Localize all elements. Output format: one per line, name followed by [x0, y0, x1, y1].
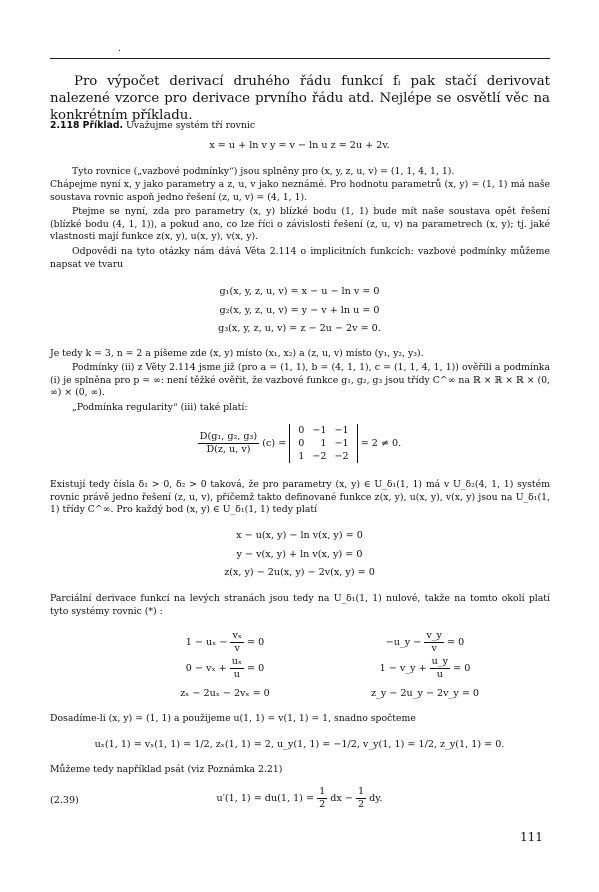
- paragraph-1: Tyto rovnice („vazbové podmínky“) jsou splněny pro (x, y, z, u, v) = (1, 1, 4, 1, 1).: [72, 166, 455, 177]
- equation-g1: g₁(x, y, z, u, v) = x − u − ln v = 0: [219, 286, 380, 297]
- intro-paragraph: Pro výpočet derivací druhého řádu funkcí fᵢ pak stačí derivovat nalezené vzorce pro derivace prvního řádu atd. Nejlépe se osvětlí věc na konkrétním příkladu.: [50, 74, 550, 123]
- identity-3: z(x, y) − 2u(x, y) − 2v(x, y) = 0: [224, 567, 375, 578]
- jacobian-result: = 2 ≠ 0.: [360, 438, 402, 449]
- right-system-row-3: z_y − 2u_y − 2v_y = 0: [370, 688, 480, 699]
- right-system-row-2: 1 − v_y + $\frac{u\_y}{u}$ = 0: [379, 656, 471, 680]
- example-lead: Uvažujme systém tří rovnic: [126, 120, 256, 131]
- derivative-values: uₓ(1, 1) = vₓ(1, 1) = 1/2, zₓ(1, 1) = 2, u_y(1, 1) = −1/2, v_y(1, 1) = 1/2, z_y(1, 1) = 0.: [94, 739, 505, 750]
- paragraph-6: Podmínky (ii) z Věty 2.114 jsme již (pro a = (1, 1), b = (4, 1, 1), c = (1, 1, 4, 1, 1)) ověřili a podmínka (i) je splněna pro p = ∞: není těžké ověřit, že vazbové funkce g₁, g₂, g₃ jsou třídy C^∞ na ℝ × ℝ × ℝ × (0, ∞) × (0, ∞).: [50, 362, 550, 399]
- paragraph-3: Ptejme se nyní, zda pro parametry (x, y) blízké bodu (1, 1) bude mít naše soustava opět řešení (blízké bodu (4, 1, 1)), a pokud ano, co lze říci o závislosti řešení (z, u, v) na parametrech (x, y); tj. jaké vlastnosti mají funkce z(x, y), u(x, y), v(x, y).: [50, 206, 550, 243]
- identity-1: x − u(x, y) − ln v(x, y) = 0: [236, 530, 363, 541]
- page-number: 111: [520, 830, 543, 844]
- paragraph-5: Je tedy k = 3, n = 2 a píšeme zde (x, y) místo (x₁, x₂) a (z, u, v) místo (y₁, y₂, y₃).: [50, 348, 424, 359]
- left-system-row-3: zₓ − 2uₓ − 2vₓ = 0: [180, 688, 270, 699]
- identity-2: y − v(x, y) + ln v(x, y) = 0: [236, 549, 363, 560]
- matrix-cell: 1: [298, 451, 305, 462]
- paragraph-8: Existují tedy čísla δ₁ > 0, δ₂ > 0 taková, že pro parametry (x, y) ∈ U_δ₁(1, 1) má v U_δ₂(4, 1, 1) systém rovnic právě jedno řešení (z, u, v), přičemž takto definované funkce z(x, y), u(x, y), v(x, y) jsou na U_δ₁(1, 1) třídy C^∞. Pro každý bod (x, y) ∈ U_δ₁(1, 1) tedy platí: [50, 479, 550, 516]
- matrix-cell: −1: [334, 425, 349, 436]
- jacobian-equation: [0, 424, 599, 463]
- matrix-cell: −2: [334, 451, 349, 462]
- header-mark: .: [118, 44, 121, 54]
- differential-equation: u′(1, 1) = du(1, 1) = $\frac{1}{2}$ dx − $\frac{1}{2}$ dy.: [216, 786, 383, 810]
- jacobian-at: (c) =: [262, 438, 287, 449]
- right-system-row-1: −u_y − $\frac{v\_y}{v}$ = 0: [385, 630, 465, 654]
- jacobian-fraction: $\frac{\text{D(g₁, g₂, g₃)}}{D(z, u, v)}$: [199, 431, 258, 455]
- matrix-cell: −1: [312, 425, 327, 436]
- left-system-row-1: 1 − uₓ − $\frac{\text{vₓ}}{v}$ = 0: [185, 630, 265, 654]
- left-system-row-2: 0 − vₓ + $\frac{\text{uₓ}}{u}$ = 0: [185, 656, 265, 680]
- paragraph-2: Chápejme nyní x, y jako parametry a z, u, v jako neznámé. Pro hodnotu parametrů (x, y) = (1, 1) má naše soustava rovnic aspoň jedno řešení (z, u, v) = (4, 1, 1).: [50, 179, 550, 203]
- equation-label: (2.39): [50, 795, 79, 806]
- matrix-cell: 0: [298, 425, 305, 436]
- header-rule: [50, 58, 550, 59]
- jacobian-matrix: [289, 424, 357, 463]
- matrix-cell: 1: [320, 438, 327, 449]
- paragraph-11: Můžeme tedy například psát (viz Poznámka 2.21): [50, 764, 283, 775]
- equation-g2: g₂(x, y, z, u, v) = y − v + ln u = 0: [219, 305, 380, 316]
- matrix-cell: 0: [298, 438, 305, 449]
- paragraph-9: Parciální derivace funkcí na levých stranách jsou tedy na U_δ₁(1, 1) nulové, takže na tomto okolí platí tyto systémy rovnic (*) :: [50, 593, 550, 617]
- paragraph-4: Odpovědi na tyto otázky nám dává Věta 2.114 o implicitních funkcích: vazbové podmínky můžeme napsat ve tvaru: [50, 246, 550, 270]
- paragraph-7: „Podmínka regularity“ (iii) také platí:: [72, 402, 248, 413]
- matrix-cell: −2: [312, 451, 327, 462]
- equation-system-1: x = u + ln v y = v − ln u z = 2u + 2v.: [209, 140, 390, 151]
- example-heading: [50, 120, 550, 133]
- matrix-cell: −1: [334, 438, 349, 449]
- paragraph-10: Dosadíme-li (x, y) = (1, 1) a použijeme u(1, 1) = v(1, 1) = 1, snadno spočteme: [50, 713, 416, 724]
- example-label: 2.118 Příklad.: [50, 120, 124, 131]
- equation-g3: g₃(x, y, z, u, v) = z − 2u − 2v = 0.: [218, 323, 381, 334]
